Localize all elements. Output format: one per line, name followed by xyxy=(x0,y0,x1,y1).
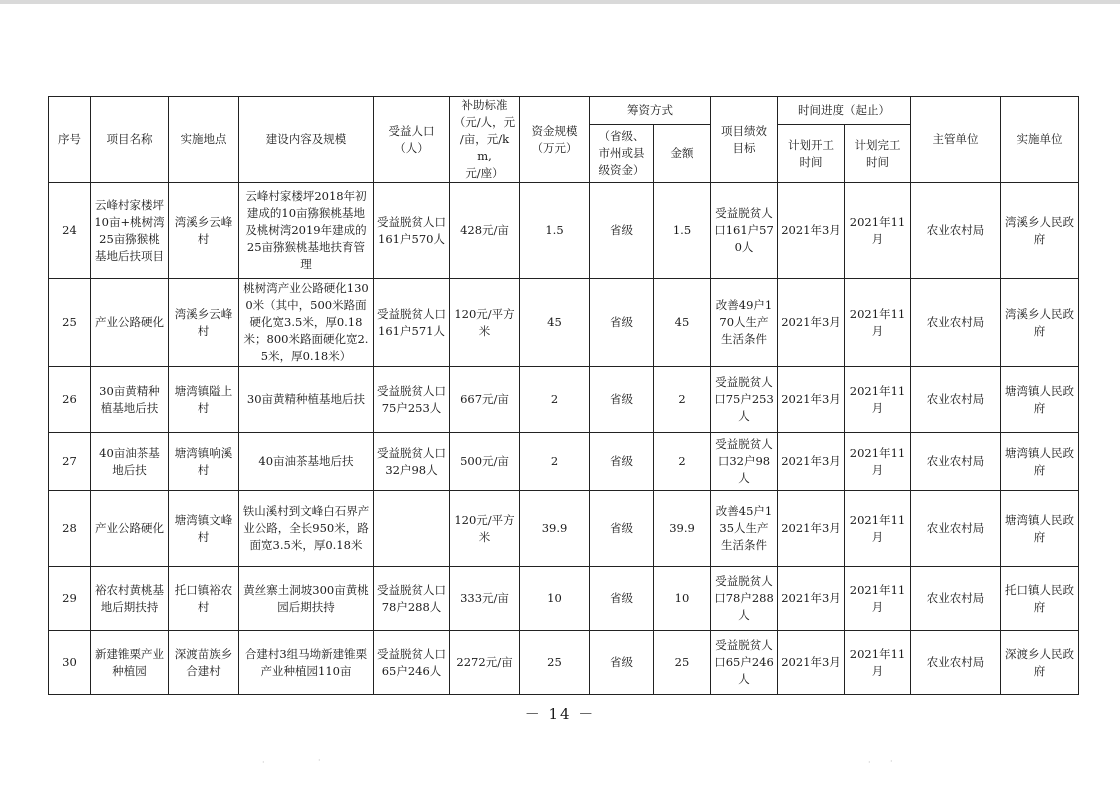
cell-content: 黄丝寨土洞坡300亩黄桃园后期扶持 xyxy=(239,567,374,631)
cell-subsidy: 500元/亩 xyxy=(450,433,520,491)
cell-performance: 受益脱贫人口65户246人 xyxy=(711,631,778,695)
cell-subsidy: 120元/平方米 xyxy=(450,279,520,367)
cell-start: 2021年3月 xyxy=(778,279,845,367)
table-row xyxy=(49,433,1079,491)
scan-speck: · xyxy=(262,758,265,767)
cell-end: 2021年11月 xyxy=(845,491,911,567)
cell-subsidy: 2272元/亩 xyxy=(450,631,520,695)
cell-no: 29 xyxy=(49,567,91,631)
cell-fund-scale: 2 xyxy=(520,433,590,491)
cell-start: 2021年3月 xyxy=(778,433,845,491)
cell-subsidy: 667元/亩 xyxy=(450,367,520,433)
cell-start: 2021年3月 xyxy=(778,183,845,279)
table-body xyxy=(49,183,1079,695)
cell-dept: 农业农村局 xyxy=(911,183,1001,279)
cell-content: 合建村3组马坳新建锥栗产业种植园110亩 xyxy=(239,631,374,695)
cell-subsidy: 428元/亩 xyxy=(450,183,520,279)
cell-name: 产业公路硬化 xyxy=(91,491,169,567)
header-funding-method: 筹资方式 xyxy=(590,97,711,125)
scan-edge xyxy=(0,0,1120,4)
cell-no: 24 xyxy=(49,183,91,279)
cell-location: 湾溪乡云峰村 xyxy=(169,183,239,279)
cell-source: 省级 xyxy=(590,279,654,367)
cell-no: 25 xyxy=(49,279,91,367)
cell-beneficiaries: 受益脱贫人口161户570人 xyxy=(374,183,450,279)
cell-content: 30亩黄精种植基地后扶 xyxy=(239,367,374,433)
header-name: 项目名称 xyxy=(91,97,169,183)
cell-unit: 托口镇人民政府 xyxy=(1001,567,1079,631)
cell-unit: 湾溪乡人民政府 xyxy=(1001,279,1079,367)
header-end: 计划完工 时间 xyxy=(845,125,911,183)
cell-no: 27 xyxy=(49,433,91,491)
cell-beneficiaries: 受益脱贫人口65户246人 xyxy=(374,631,450,695)
cell-performance: 改善49户170人生产生活条件 xyxy=(711,279,778,367)
cell-unit: 深渡乡人民政府 xyxy=(1001,631,1079,695)
cell-start: 2021年3月 xyxy=(778,631,845,695)
cell-unit: 塘湾镇人民政府 xyxy=(1001,367,1079,433)
header-dept: 主管单位 xyxy=(911,97,1001,183)
header-schedule: 时间进度（起止） xyxy=(778,97,911,125)
cell-source: 省级 xyxy=(590,433,654,491)
cell-fund-scale: 2 xyxy=(520,367,590,433)
cell-name: 新建锥栗产业种植园 xyxy=(91,631,169,695)
cell-no: 28 xyxy=(49,491,91,567)
cell-content: 铁山溪村到文峰白石界产业公路，全长950米，路面宽3.5米，厚0.18米 xyxy=(239,491,374,567)
cell-fund-scale: 10 xyxy=(520,567,590,631)
header-performance: 项目绩效 目标 xyxy=(711,97,778,183)
cell-content: 40亩油茶基地后扶 xyxy=(239,433,374,491)
cell-performance: 受益脱贫人口75户253人 xyxy=(711,367,778,433)
cell-source: 省级 xyxy=(590,631,654,695)
cell-source: 省级 xyxy=(590,367,654,433)
cell-dept: 农业农村局 xyxy=(911,491,1001,567)
table-row xyxy=(49,567,1079,631)
header-fund-scale: 资金规模 （万元） xyxy=(520,97,590,183)
cell-amount: 2 xyxy=(654,433,711,491)
project-table xyxy=(48,96,1079,695)
header-subsidy: 补助标准 （元/人，元 /亩，元/km, 元/座） xyxy=(450,97,520,183)
cell-name: 40亩油茶基地后扶 xyxy=(91,433,169,491)
header-funding-source: （省级、 市州或县 级资金） xyxy=(590,125,654,183)
cell-beneficiaries: 受益脱贫人口75户253人 xyxy=(374,367,450,433)
cell-no: 30 xyxy=(49,631,91,695)
cell-name: 30亩黄精种植基地后扶 xyxy=(91,367,169,433)
cell-performance: 受益脱贫人口161户570人 xyxy=(711,183,778,279)
header-amount: 金额 xyxy=(654,125,711,183)
cell-performance: 受益脱贫人口78户288人 xyxy=(711,567,778,631)
cell-end: 2021年11月 xyxy=(845,183,911,279)
scan-specks xyxy=(0,752,1120,772)
cell-performance: 改善45户135人生产生活条件 xyxy=(711,491,778,567)
cell-start: 2021年3月 xyxy=(778,491,845,567)
cell-content: 云峰村家楼坪2018年初建成的10亩猕猴桃基地及桃树湾2019年建成的25亩猕猴桃基地扶育管理 xyxy=(239,183,374,279)
cell-amount: 45 xyxy=(654,279,711,367)
cell-unit: 塘湾镇人民政府 xyxy=(1001,433,1079,491)
cell-performance: 受益脱贫人口32户98人 xyxy=(711,433,778,491)
header-start: 计划开工 时间 xyxy=(778,125,845,183)
cell-location: 塘湾镇文峰村 xyxy=(169,491,239,567)
cell-end: 2021年11月 xyxy=(845,433,911,491)
table-row xyxy=(49,367,1079,433)
cell-beneficiaries: 受益脱贫人口161户571人 xyxy=(374,279,450,367)
cell-beneficiaries xyxy=(374,491,450,567)
cell-name: 裕农村黄桃基地后期扶持 xyxy=(91,567,169,631)
cell-dept: 农业农村局 xyxy=(911,433,1001,491)
cell-end: 2021年11月 xyxy=(845,279,911,367)
cell-location: 塘湾镇响溪村 xyxy=(169,433,239,491)
cell-end: 2021年11月 xyxy=(845,631,911,695)
scan-speck: · xyxy=(318,756,321,765)
cell-fund-scale: 25 xyxy=(520,631,590,695)
cell-fund-scale: 1.5 xyxy=(520,183,590,279)
cell-fund-scale: 45 xyxy=(520,279,590,367)
table-row xyxy=(49,279,1079,367)
cell-amount: 25 xyxy=(654,631,711,695)
cell-start: 2021年3月 xyxy=(778,567,845,631)
cell-subsidy: 120元/平方米 xyxy=(450,491,520,567)
cell-dept: 农业农村局 xyxy=(911,631,1001,695)
cell-dept: 农业农村局 xyxy=(911,367,1001,433)
cell-amount: 2 xyxy=(654,367,711,433)
cell-location: 深渡苗族乡合建村 xyxy=(169,631,239,695)
cell-amount: 1.5 xyxy=(654,183,711,279)
scan-speck: · xyxy=(890,757,893,766)
scan-speck: · xyxy=(868,758,871,767)
cell-end: 2021年11月 xyxy=(845,367,911,433)
header-beneficiaries: 受益人口 （人） xyxy=(374,97,450,183)
header-no: 序号 xyxy=(49,97,91,183)
cell-amount: 10 xyxy=(654,567,711,631)
cell-beneficiaries: 受益脱贫人口32户98人 xyxy=(374,433,450,491)
cell-name: 产业公路硬化 xyxy=(91,279,169,367)
cell-beneficiaries: 受益脱贫人口78户288人 xyxy=(374,567,450,631)
header-unit: 实施单位 xyxy=(1001,97,1079,183)
cell-name: 云峰村家楼坪10亩+桃树湾25亩猕猴桃基地后扶项目 xyxy=(91,183,169,279)
table-row xyxy=(49,491,1079,567)
cell-unit: 塘湾镇人民政府 xyxy=(1001,491,1079,567)
cell-location: 托口镇裕农村 xyxy=(169,567,239,631)
cell-location: 塘湾镇隘上村 xyxy=(169,367,239,433)
cell-no: 26 xyxy=(49,367,91,433)
cell-subsidy: 333元/亩 xyxy=(450,567,520,631)
cell-unit: 湾溪乡人民政府 xyxy=(1001,183,1079,279)
cell-location: 湾溪乡云峰村 xyxy=(169,279,239,367)
table-row xyxy=(49,631,1079,695)
page-number: － 14 － xyxy=(524,705,596,723)
cell-end: 2021年11月 xyxy=(845,567,911,631)
cell-source: 省级 xyxy=(590,567,654,631)
cell-fund-scale: 39.9 xyxy=(520,491,590,567)
cell-dept: 农业农村局 xyxy=(911,567,1001,631)
cell-source: 省级 xyxy=(590,183,654,279)
header-content: 建设内容及规模 xyxy=(239,97,374,183)
cell-start: 2021年3月 xyxy=(778,367,845,433)
header-location: 实施地点 xyxy=(169,97,239,183)
cell-dept: 农业农村局 xyxy=(911,279,1001,367)
cell-content: 桃树湾产业公路硬化1300米（其中，500米路面硬化宽3.5米，厚0.18米；800米路面硬化宽2.5米，厚0.18米） xyxy=(239,279,374,367)
cell-amount: 39.9 xyxy=(654,491,711,567)
cell-source: 省级 xyxy=(590,491,654,567)
table-row xyxy=(49,183,1079,279)
